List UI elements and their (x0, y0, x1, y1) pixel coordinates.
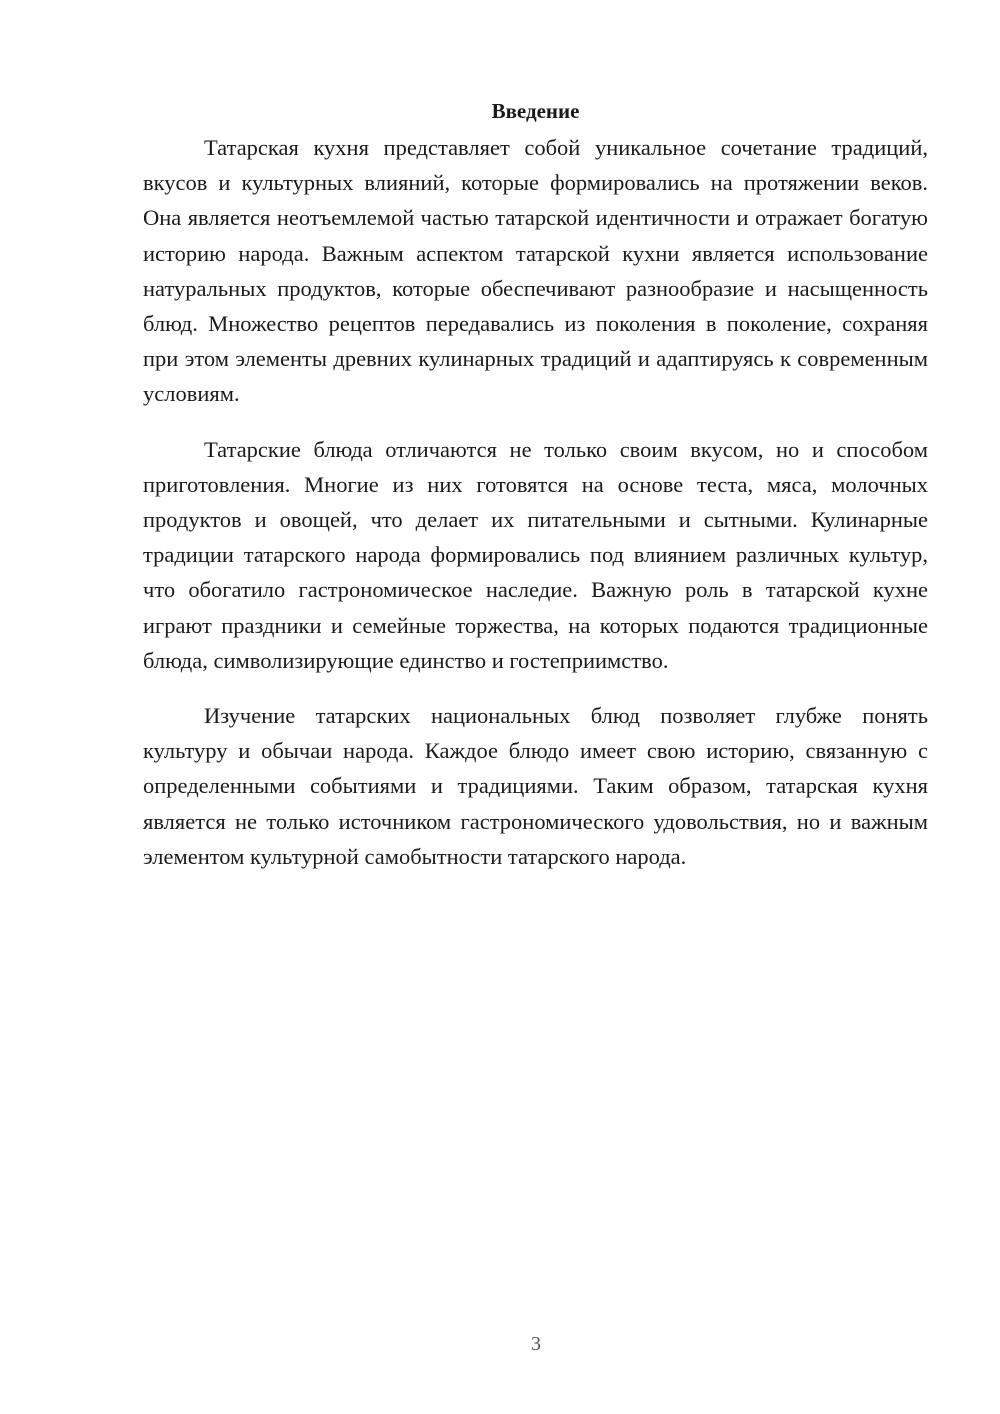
document-body (143, 95, 928, 894)
page-number: 3 (531, 1333, 541, 1355)
paragraph-2: Татарские блюда отличаются не только своим вкусом, но и способом приготовления. Многие из них готовятся на основе теста, мяса, молочных продуктов и овощей, что делает их питательными и сытными. Кулинарные традиции татарского народа формировались под влиянием различных культур, что обогатило гастрономическое наследие. Важную роль в татарской кухне играют праздники и семейные торжества, на которых подаются традиционные блюда, символизирующие единство и гостеприимство. (143, 436, 928, 673)
section-title: Введение (491, 99, 580, 123)
paragraph-3: Изучение татарских национальных блюд позволяет глубже понять культуру и обычаи народа. Каждое блюдо имеет свою историю, связанную с определенными событиями и традициями. Таким образом, татарская кухня является не только источником гастрономического удовольствия, но и важным элементом культурной самобытности татарского народа. (143, 703, 928, 869)
paragraph-1: Татарская кухня представляет собой уникальное сочетание традиций, вкусов и культурных влияний, которые формировались на протяжении веков. Она является неотъемлемой частью татарской идентичности и отражает богатую историю народа. Важным аспектом татарской кухни является использование натуральных продуктов, которые обеспечивают разнообразие и насыщенность блюд. Множество рецептов передавались из поколения в поколение, сохраняя при этом элементы древних кулинарных традиций и адаптируясь к современным условиям. (143, 135, 928, 407)
